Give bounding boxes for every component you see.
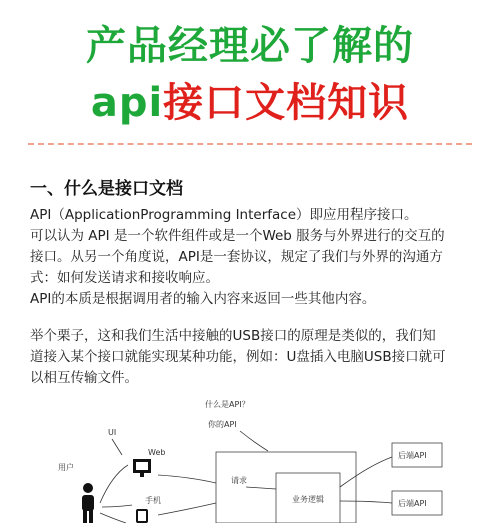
user-icon bbox=[82, 483, 94, 523]
title-rest-words: 接口文档知识 bbox=[163, 80, 410, 126]
diagram-arrow bbox=[100, 465, 128, 503]
diagram-business-logic-label: 业务逻辑 bbox=[292, 495, 324, 504]
section-heading: 一、什么是接口文档 bbox=[30, 179, 183, 199]
diagram-arrow bbox=[246, 487, 276, 489]
paragraph-line: 可以认为 API 是一个软件组件或是一个Web 服务与外界进行的交互的 bbox=[30, 228, 445, 244]
diagram-arrow bbox=[340, 457, 392, 487]
page-title-line-2 bbox=[0, 80, 500, 126]
monitor-icon bbox=[133, 459, 151, 477]
diagram-mobile-label: 手机 bbox=[145, 496, 161, 505]
paragraph-line: 式：如何发送请求和接收响应。 bbox=[30, 270, 219, 286]
diagram-arrow bbox=[100, 513, 126, 523]
title-api-word: api bbox=[90, 80, 164, 126]
paragraph-line: API（ApplicationProgramming Interface）即应用程序接口。 bbox=[30, 207, 418, 223]
paragraph-api-definition bbox=[30, 205, 475, 310]
diagram-request-label: 请求 bbox=[231, 476, 247, 485]
phone-icon bbox=[136, 509, 148, 523]
paragraph-line: 举个栗子，这和我们生活中接触的USB接口的原理是类似的，我们知 bbox=[30, 328, 436, 344]
diagram-backend-api-label: 后端API bbox=[398, 499, 427, 508]
diagram-user-label: 用户 bbox=[58, 463, 74, 472]
paragraph-line: 道接入某个接口就能实现某种功能，例如：U盘插入电脑USB接口就可 bbox=[30, 349, 446, 365]
diagram-backend-api-label: 后端API bbox=[398, 451, 427, 460]
dashed-divider bbox=[28, 143, 472, 145]
diagram-arrow bbox=[102, 505, 132, 507]
diagram-arrow bbox=[158, 475, 216, 483]
diagram-web-label: Web bbox=[148, 448, 166, 457]
paragraph-line: API的本质是根据调用者的输入内容来返回一些其他内容。 bbox=[30, 291, 376, 307]
diagram-arrow bbox=[240, 431, 268, 451]
page-title-line-1: 产品经理必了解的 bbox=[86, 23, 414, 69]
paragraph-line: 以相互传输文件。 bbox=[30, 370, 138, 386]
diagram-your-api: 你的API bbox=[208, 420, 237, 429]
paragraph-line: 接口。从另一个角度说，API是一套协议，规定了我们与外界的沟通方 bbox=[30, 249, 443, 265]
diagram-arrow bbox=[340, 501, 392, 503]
diagram-arrow bbox=[112, 439, 122, 455]
diagram-ui-label: UI bbox=[108, 428, 117, 437]
diagram-what-is-api: 什么是API？ bbox=[205, 400, 250, 409]
api-diagram bbox=[40, 395, 460, 523]
paragraph-usb-example bbox=[30, 326, 475, 389]
diagram-arrow bbox=[158, 503, 216, 515]
